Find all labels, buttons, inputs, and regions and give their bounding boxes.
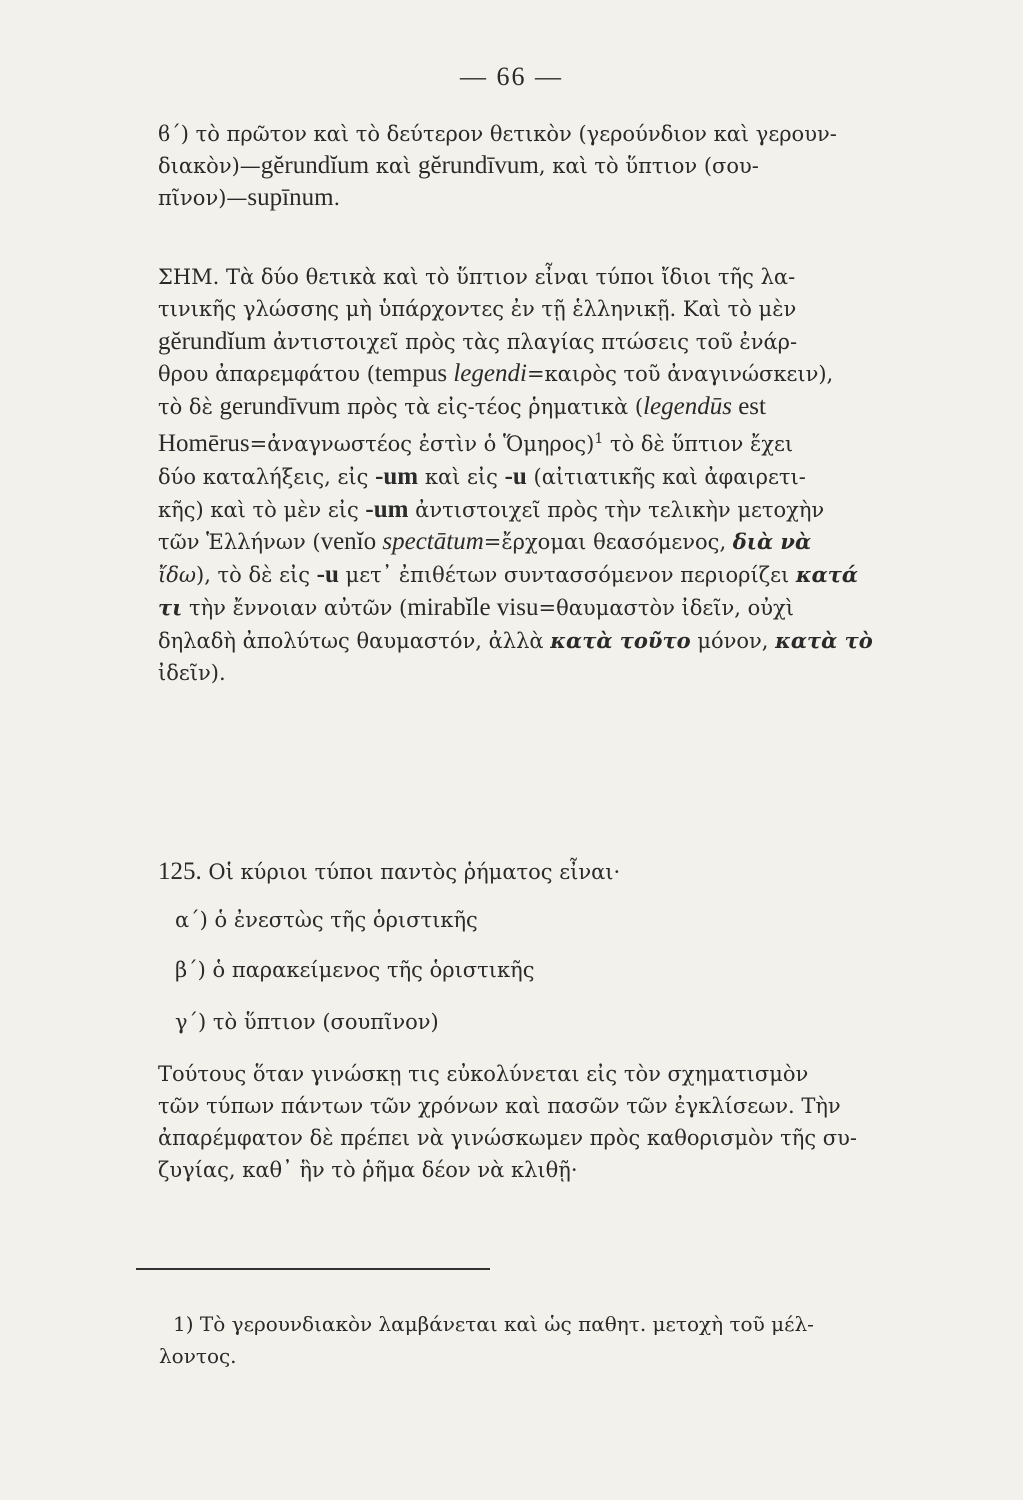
latin-term: gĕrundĭum <box>260 152 370 179</box>
text-line: κῆς) καὶ τὸ μὲν εἰς -um ἀντιστοιχεῖ πρὸς τὴν τελικὴν μετοχὴν <box>158 495 825 523</box>
text-line: θρου ἀπαρεμφάτου (tempus legendi=καιρὸς τοῦ ἀναγινώσκειν), <box>158 360 834 388</box>
section-number: 125. <box>158 858 202 885</box>
text-line: δύο καταλήξεις, εἰς -um καὶ εἰς -u (αἰτιατικῆς καὶ ἀφαιρετι- <box>158 462 806 490</box>
text-line: ΣΗΜ. Τὰ δύο θετικὰ καὶ τὸ ὕπτιον εἶναι τύποι ἴδιοι τῆς λα- <box>158 265 796 289</box>
text-line: τὸ δὲ gerundīvum πρὸς τὰ εἰς-τέος ῥηματικὰ (legendūs est <box>158 393 766 421</box>
text-line: ἀπαρέμφατον δὲ πρέπει νὰ γινώσκωμεν πρὸς καθορισμὸν τῆς συ- <box>158 1126 857 1150</box>
paragraph-gerund-intro <box>158 118 928 214</box>
text-line: Τούτους ὅταν γινώσκῃ τις εὐκολύνεται εἰς τὸν σχηματισμὸν <box>158 1062 809 1086</box>
paragraph-125: 125. Οἱ κύριοι τύποι παντὸς ῥήματος εἶναι· <box>158 858 621 885</box>
text-line: ϐ΄) τὸ πρῶτον καὶ τὸ δεύτερον θετικὸν (γερούνδιον καὶ γερουν- <box>158 122 837 146</box>
latin-term: gĕrundīvum <box>418 152 539 179</box>
text-line: ἰδεῖν). <box>158 660 226 685</box>
paragraph-note <box>158 262 928 689</box>
latin-term: supīnum <box>247 184 334 211</box>
text-line: διακὸν)—gĕrundĭum καὶ gĕrundīvum, καὶ τὸ ὕπτιον (σου- <box>158 152 759 179</box>
text-line: τῶν τύπων πάντων τῶν χρόνων καὶ πασῶν τῶν ἐγκλίσεων. Τὴν <box>158 1094 841 1118</box>
list-item: γ΄) τὸ ὕπτιον (σουπῖνον) <box>175 1010 439 1034</box>
page-number: — 66 — <box>460 62 563 91</box>
list-item: β΄) ὁ παρακείμενος τῆς ὁριστικῆς <box>175 958 535 982</box>
text-line: gĕrundĭum ἀντιστοιχεῖ πρὸς τὰς πλαγίας πτώσεις τοῦ ἐνάρ- <box>158 327 798 355</box>
text-line: ἴδω), τὸ δὲ εἰς -u μετ᾽ ἐπιθέτων συντασσόμενον περιορίζει κατά <box>158 561 859 589</box>
text-line: ζυγίας, καθ᾽ ἣν τὸ ῥῆμα δέον νὰ κλιθῇ· <box>158 1158 578 1182</box>
text-line: λοντος. <box>159 1344 237 1368</box>
text-line: τι τὴν ἔννοιαν αὐτῶν (mirabĭle visu=θαυμαστὸν ἰδεῖν, οὐχὶ <box>158 593 795 621</box>
text-line: δηλαδὴ ἀπολύτως θαυμαστόν, ἀλλὰ κατὰ τοῦτο μόνον, κατὰ τὸ <box>158 627 873 653</box>
footnote-divider <box>136 1268 490 1270</box>
footnote <box>159 1308 933 1372</box>
paragraph-conclusion <box>158 1058 928 1186</box>
text-line: 1) Τὸ γερουνδιακὸν λαμβάνεται καὶ ὡς παθητ. μετοχὴ τοῦ μέλ- <box>173 1312 814 1336</box>
text-line: πῖνον)—supīnum. <box>158 184 341 211</box>
text-line: τινικῆς γλώσσης μὴ ὑπάρχοντες ἐν τῇ ἑλληνικῇ. Καὶ τὸ μὲν <box>158 296 797 321</box>
footnote-ref: 1 <box>594 430 604 447</box>
text-line: Homērus=ἀναγνωστέος ἐστὶν ὁ Ὅμηρος)$^1$ τὸ δὲ ὕπτιον ἔχει <box>158 429 794 457</box>
text-line: τῶν Ἑλλήνων (venĭo spectātum=ἔρχομαι θεασόμενος, διὰ νὰ <box>158 528 812 556</box>
list-item: α΄) ὁ ἐνεστὼς τῆς ὁριστικῆς <box>175 908 478 932</box>
